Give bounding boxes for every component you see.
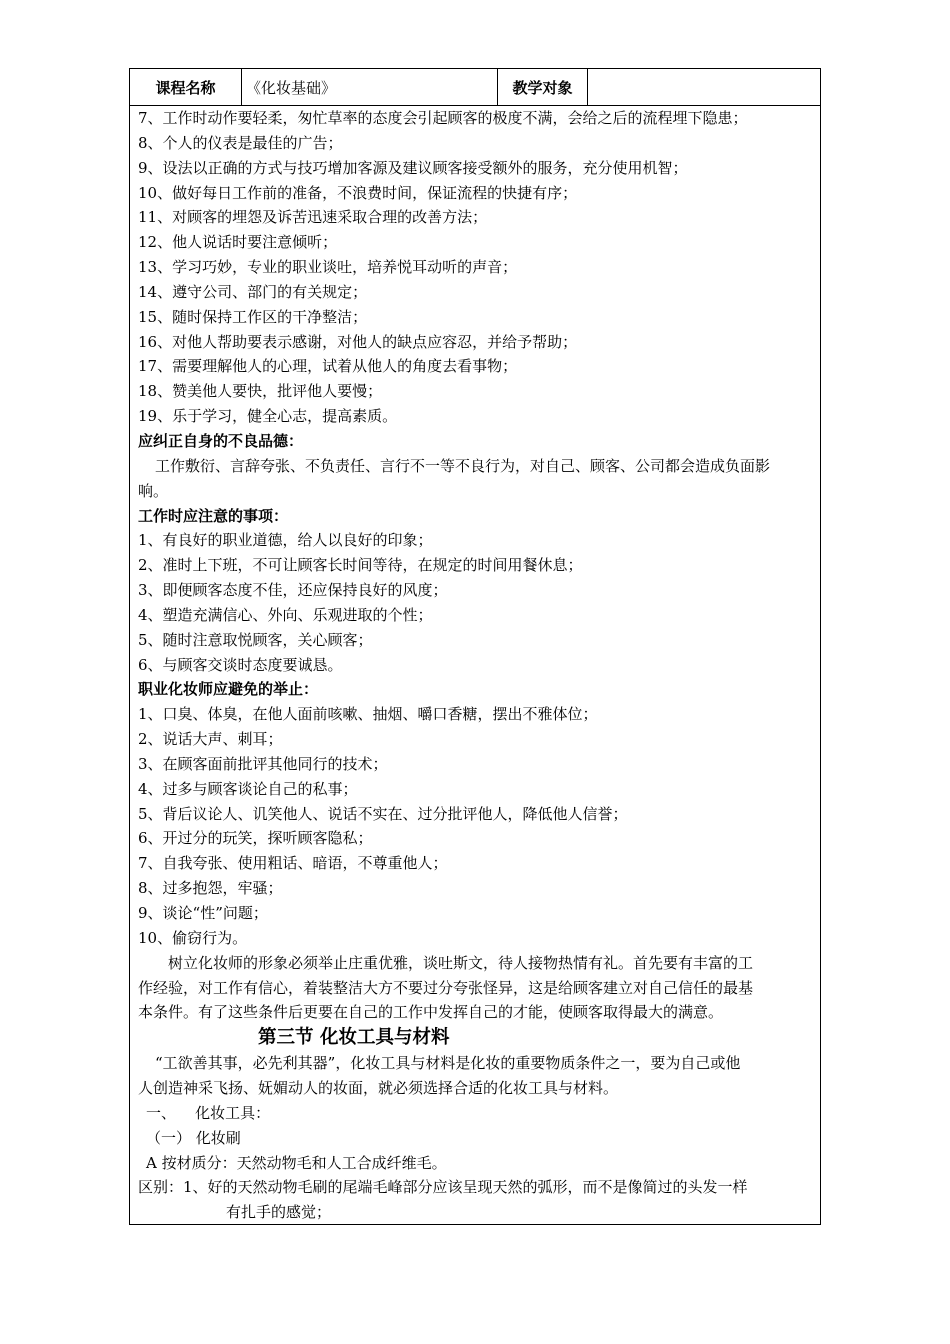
list-item: 7、自我夸张、使用粗话、暗语，不尊重他人； [138,854,448,873]
document-table [129,68,821,1225]
list-item: 1、口臭、体臭，在他人面前咳嗽、抽烟、嚼口香糖，摆出不雅体位； [138,705,598,724]
content-body [138,106,814,1225]
section-title: 第三节 化妆工具与材料 [258,1027,450,1049]
list-item: 11、对顾客的埋怨及诉苦迅速采取合理的改善方法； [138,208,488,227]
paragraph-line: A 按材质分：天然动物毛和人工合成纤维毛。 [146,1153,447,1172]
audience-label: 教学对象 [512,78,573,97]
section-heading: 应纠正自身的不良品德： [138,431,304,450]
list-item: 9、谈论“性”问题； [138,904,268,922]
list-item: 3、即便顾客态度不佳，还应保持良好的风度； [138,581,448,600]
audience-value [588,69,820,105]
list-item: 2、准时上下班，不可让顾客长时间等待，在规定的时间用餐休息； [138,556,583,575]
list-item: 8、过多抱怨，牢骚； [138,879,283,898]
section-heading: 职业化妆师应避免的举止： [138,680,319,699]
list-item: 8、个人的仪表是最佳的广告； [138,133,343,152]
paragraph-line: 工作敷衍、言辞夸张、不负责任、言行不一等不良行为，对自己、顾客、公司都会造成负面影 [155,456,771,475]
section-heading: 工作时应注意的事项： [138,506,289,525]
list-item: 1、有良好的职业道德，给人以良好的印象； [138,531,433,550]
list-item: 12、他人说话时要注意倾听； [138,233,338,252]
list-item: 5、随时注意取悦顾客，关心顾客； [138,630,373,649]
list-item: 19、乐于学习，健全心志，提高素质。 [138,407,398,426]
course-name-value: 《化妆基础》 [246,78,337,97]
list-item: 7、工作时动作要轻柔，匆忙草率的态度会引起顾客的极度不满，会给之后的流程埋下隐患； [138,109,748,127]
list-item: 16、对他人帮助要表示感谢，对他人的缺点应容忍，并给予帮助； [138,332,578,351]
subsection-heading: 一、 化妆工具： [146,1103,271,1122]
list-item: 6、与顾客交谈时态度要诚恳。 [138,655,343,674]
list-item: 14、遵守公司、部门的有关规定； [138,282,368,301]
paragraph-line: 树立化妆师的形象必须举止庄重优雅，谈吐斯文，待人接物热情有礼。首先要有丰富的工 [168,953,754,972]
paragraph-line: 区别：1、好的天然动物毛刷的尾端毛峰部分应该呈现天然的弧形，而不是像简过的头发一样 [138,1178,748,1197]
paragraph-line: 有扎手的感觉； [226,1203,332,1222]
paragraph-line: “工欲善其事，必先利其器”，化妆工具与材料是化妆的重要物质条件之一，要为自己或他 [155,1054,741,1073]
paragraph-line: 本条件。有了这些条件后更要在自己的工作中发挥自己的才能，使顾客取得最大的满意。 [138,1003,724,1022]
list-item: 10、做好每日工作前的准备，不浪费时间，保证流程的快捷有序； [138,183,578,202]
paragraph-line: 作经验，对工作有信心，着装整洁大方不要过分夸张怪异，这是给顾客建立对自己信任的最基 [138,978,754,997]
paragraph-line: 响。 [138,481,169,500]
list-item: 9、设法以正确的方式与技巧增加客源及建议顾客接受额外的服务，充分使用机智； [138,158,688,177]
list-item: 18、赞美他人要快，批评他人要慢； [138,382,383,401]
list-item: 10、偷窃行为。 [138,928,248,947]
course-name-label: 课程名称 [155,78,216,97]
subsection-heading: （一） 化妆刷 [146,1128,241,1147]
list-item: 6、开过分的玩笑，探听顾客隐私； [138,829,373,848]
list-item: 4、过多与顾客谈论自己的私事； [138,779,358,798]
list-item: 3、在顾客面前批评其他同行的技术； [138,754,388,773]
list-item: 2、说话大声、刺耳； [138,730,283,749]
list-item: 13、学习巧妙，专业的职业谈吐，培养悦耳动听的声音； [138,258,518,277]
list-item: 17、需要理解他人的心理，试着从他人的角度去看事物； [138,357,518,376]
table-header-row [130,69,820,106]
list-item: 15、随时保持工作区的干净整洁； [138,307,368,326]
list-item: 4、塑造充满信心、外向、乐观进取的个性； [138,605,433,624]
list-item: 5、背后议论人、讥笑他人、说话不实在、过分批评他人，降低他人信誉； [138,804,628,823]
paragraph-line: 人创造神采飞扬、妩媚动人的妆面，就必须选择合适的化妆工具与材料。 [138,1079,619,1098]
